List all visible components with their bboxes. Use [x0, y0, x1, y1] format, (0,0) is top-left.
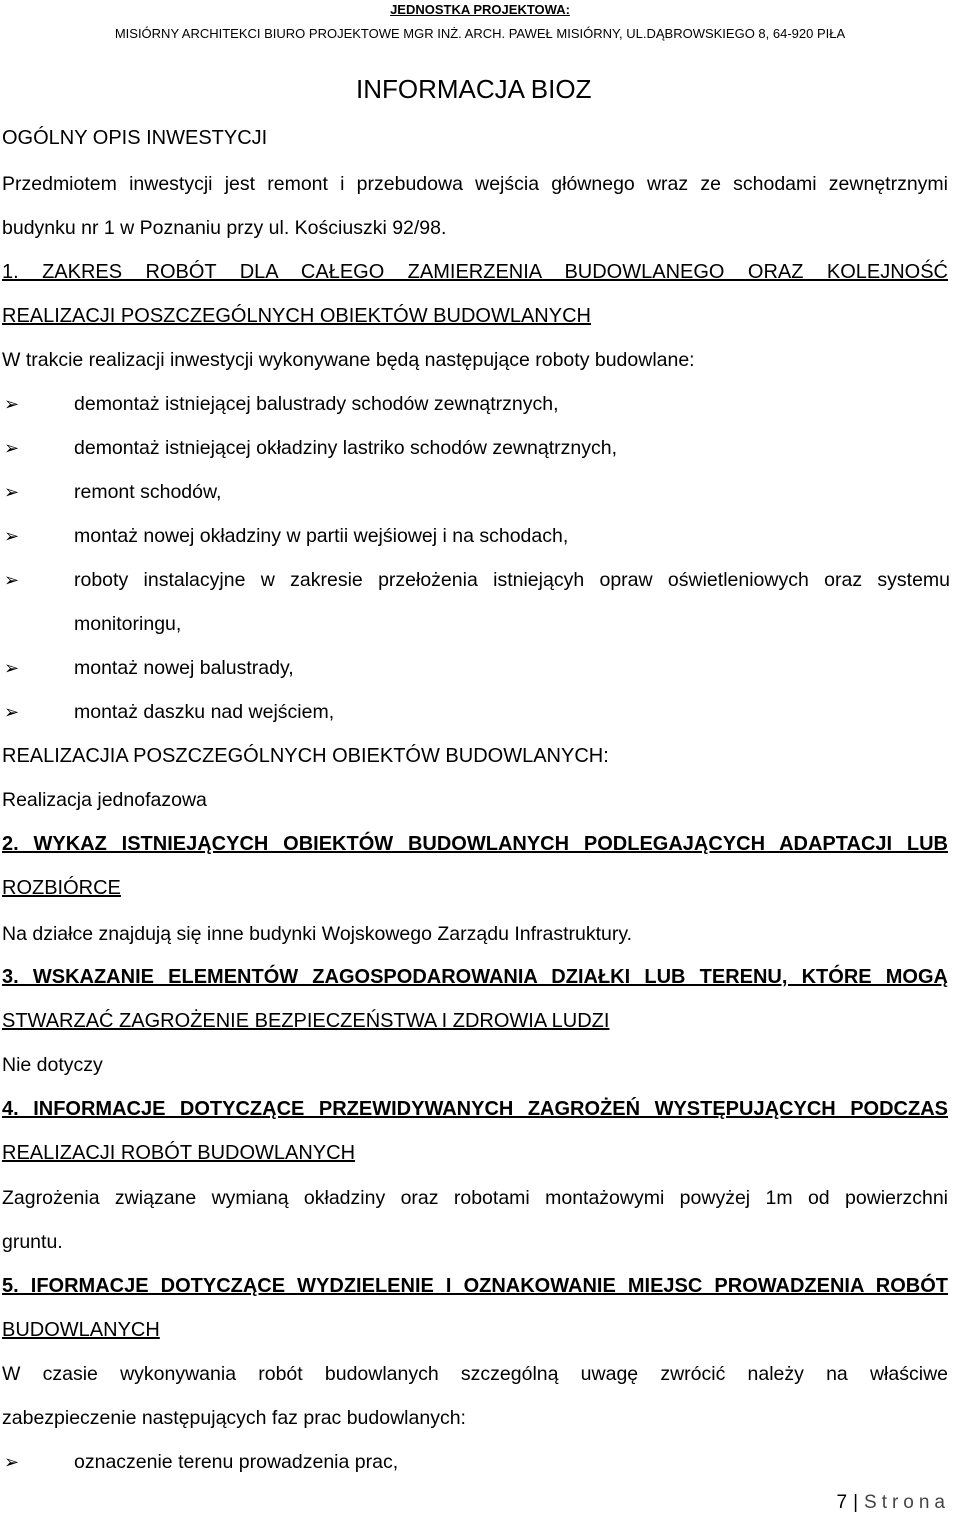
list-item — [0, 558, 950, 602]
arrow-bullet-icon: ➢ — [4, 394, 20, 414]
list-item-text: roboty instalacyjne w zakresie przełożenia istniejącyh opraw oświetleniowych oraz systemu — [74, 569, 950, 591]
page-number: 7 — [836, 1492, 848, 1513]
section2-heading-line1: 2. WYKAZ ISTNIEJĄCYCH OBIEKTÓW BUDOWLANYCH PODLEGAJĄCYCH ADAPTACJI LUB — [2, 833, 948, 855]
page-footer — [837, 1492, 951, 1514]
intro-line-1: Przedmiotem inwestycji jest remont i przebudowa wejścia głównego wraz ze schodami zewnętrznymi — [2, 173, 948, 195]
section1-heading-line1: 1. ZAKRES ROBÓT DLA CAŁEGO ZAMIERZENIA BUDOWLANEGO ORAZ KOLEJNOŚĆ — [2, 261, 948, 283]
list-item — [0, 470, 950, 514]
footer-separator: | — [853, 1492, 859, 1513]
list-item-text: montaż nowej balustrady, — [74, 657, 294, 679]
list-item-continuation — [0, 602, 950, 646]
document-title: INFORMACJA BIOZ — [356, 74, 592, 104]
arrow-bullet-icon: ➢ — [4, 1452, 20, 1472]
header-unit-label: JEDNOSTKA PROJEKTOWA: — [390, 2, 570, 17]
arrow-bullet-icon: ➢ — [4, 570, 20, 590]
arrow-bullet-icon: ➢ — [4, 658, 20, 678]
section2-text: Na działce znajdują się inne budynki Wojskowego Zarządu Infrastruktury. — [2, 923, 633, 945]
list-item — [0, 382, 950, 426]
list-item — [0, 690, 950, 734]
arrow-bullet-icon: ➢ — [4, 482, 20, 502]
page-label: Strona — [864, 1492, 950, 1513]
list-item — [0, 646, 950, 690]
section5-heading-line1: 5. IFORMACJE DOTYCZĄCE WYDZIELENIE I OZNAKOWANIE MIEJSC PROWADZENIA ROBÓT — [2, 1275, 948, 1297]
list-item — [0, 1440, 950, 1484]
realization-text: Realizacja jednofazowa — [2, 789, 207, 811]
section4-heading-line1: 4. INFORMACJE DOTYCZĄCE PRZEWIDYWANYCH ZAGROŻEŃ WYSTĘPUJĄCYCH PODCZAS — [2, 1098, 948, 1120]
section-subtitle: OGÓLNY OPIS INWESTYCJI — [2, 127, 268, 149]
section5-heading-line2: BUDOWLANYCH — [2, 1319, 160, 1341]
section4-heading-line2: REALIZACJI ROBÓT BUDOWLANYCH — [2, 1142, 356, 1164]
list-item-text: monitoringu, — [74, 613, 182, 635]
section3-text: Nie dotyczy — [2, 1054, 103, 1076]
section4-text-line2: gruntu. — [2, 1231, 63, 1253]
section5-text-line2: zabezpieczenie następujących faz prac budowlanych: — [2, 1407, 466, 1429]
list-item-text: demontaż istniejącej okładziny lastriko schodów zewnątrznych, — [74, 437, 618, 459]
section3-heading-line2: STWARZAĆ ZAGROŻENIE BEZPIECZEŃSTWA I ZDROWIA LUDZI — [2, 1010, 610, 1032]
section2-heading-line2: ROZBIÓRCE — [2, 877, 121, 899]
list-item-text: demontaż istniejącej balustrady schodów zewnątrznych, — [74, 393, 559, 415]
list-item — [0, 426, 950, 470]
header-office-address: MISIÓRNY ARCHITEKCI BIURO PROJEKTOWE MGR INŻ. ARCH. PAWEŁ MISIÓRNY, UL.DĄBROWSKIEGO 8, 64-920 PIŁA — [114, 26, 846, 41]
list-item-text: montaż daszku nad wejściem, — [74, 701, 335, 723]
list-item-text: oznaczenie terenu prowadzenia prac, — [74, 1451, 399, 1473]
list-item — [0, 514, 950, 558]
section1-heading-line2: REALIZACJI POSZCZEGÓLNYCH OBIEKTÓW BUDOWLANYCH — [2, 305, 591, 327]
list-item-text: remont schodów, — [74, 481, 222, 503]
section1-lead: W trakcie realizacji inwestycji wykonywane będą następujące roboty budowlane: — [2, 349, 695, 371]
realization-heading: REALIZACJIA POSZCZEGÓLNYCH OBIEKTÓW BUDOWLANYCH: — [2, 745, 609, 767]
list-item-text: montaż nowej okładziny w partii wejśiowej i na schodach, — [74, 525, 569, 547]
arrow-bullet-icon: ➢ — [4, 526, 20, 546]
intro-line-2: budynku nr 1 w Poznaniu przy ul. Kościuszki 92/98. — [2, 217, 447, 239]
arrow-bullet-icon: ➢ — [4, 438, 20, 458]
section5-text-line1: W czasie wykonywania robót budowlanych szczególną uwagę zwrócić należy na właściwe — [2, 1363, 948, 1385]
arrow-bullet-icon: ➢ — [4, 702, 20, 722]
section4-text-line1: Zagrożenia związane wymianą okładziny oraz robotami montażowymi powyżej 1m od powierzchni — [2, 1187, 948, 1209]
section3-heading-line1: 3. WSKAZANIE ELEMENTÓW ZAGOSPODAROWANIA DZIAŁKI LUB TERENU, KTÓRE MOGĄ — [2, 966, 948, 988]
